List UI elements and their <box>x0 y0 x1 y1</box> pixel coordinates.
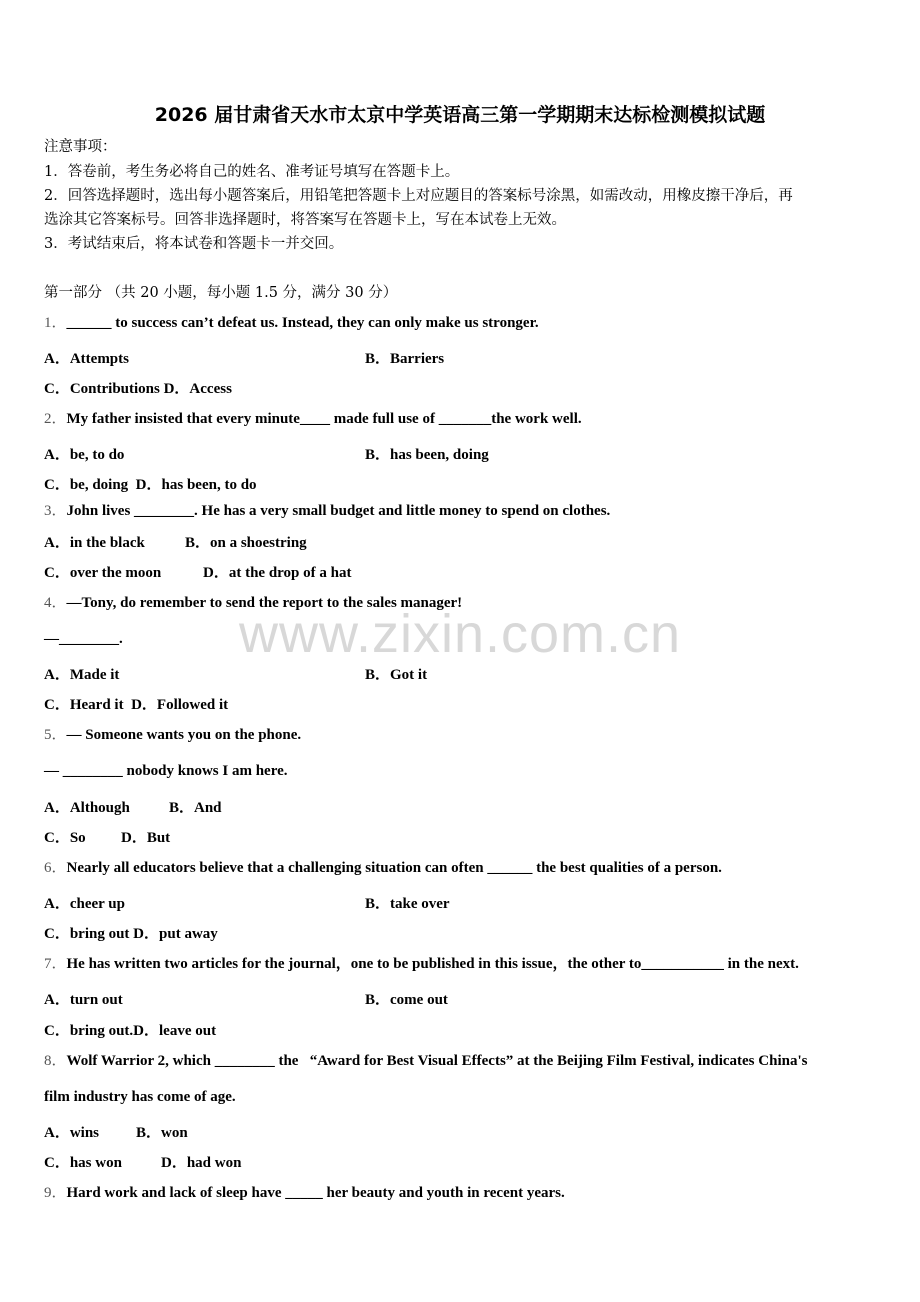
option-b: B．Got it <box>365 667 428 683</box>
question-5-reply: — ________ nobody knows I am here. <box>44 763 288 779</box>
option-a: A．be, to do <box>44 447 125 463</box>
question-5 <box>44 725 301 745</box>
question-9 <box>44 1183 565 1203</box>
question-1 <box>44 313 539 333</box>
question-4-reply: —________. <box>44 631 123 647</box>
watermark: www.zixin.com.cn <box>238 604 682 664</box>
option-c: C．over the moon <box>44 565 162 581</box>
question-number: 6． <box>44 860 67 876</box>
question-number: 4． <box>44 595 67 611</box>
question-6 <box>44 858 722 878</box>
option-a: A．Although <box>44 800 130 816</box>
options-c-d: C．Heard it D．Followed it <box>44 697 229 713</box>
options-c-d: C．bring out.D．leave out <box>44 1023 217 1039</box>
question-number: 1． <box>44 315 67 331</box>
option-b: B．on a shoestring <box>185 535 307 551</box>
option-c: C．has won <box>44 1155 122 1171</box>
option-b: B．Barriers <box>365 351 445 367</box>
question-8-continued: film industry has come of age. <box>44 1089 236 1105</box>
option-b: B．take over <box>365 896 450 912</box>
section-heading: 第一部分 （共 20 小题，每小题 1.5 分，满分 30 分） <box>44 285 398 301</box>
options-c-d: C．be, doing D．has been, to do <box>44 477 257 493</box>
question-number: 2． <box>44 411 67 427</box>
question-text: Wolf Warrior 2, which ________ the “Award for Best Visual Effects” at the Beijing Film Festival, indicates China's <box>66 1053 808 1069</box>
options-c-d: C．bring out D．put away <box>44 926 218 942</box>
option-b: B．won <box>136 1125 188 1141</box>
option-a: A．Made it <box>44 667 120 683</box>
question-text: —Tony, do remember to send the report to the sales manager! <box>66 595 463 611</box>
notes-heading: 注意事项： <box>44 139 117 155</box>
question-number: 9． <box>44 1185 67 1201</box>
option-a: A．turn out <box>44 992 123 1008</box>
question-text: Hard work and lack of sleep have _____ her beauty and youth in recent years. <box>66 1185 565 1201</box>
page-title: 2026 届甘肃省天水市太京中学英语高三第一学期期末达标检测模拟试题 <box>154 104 766 126</box>
option-a: A．Attempts <box>44 351 129 367</box>
option-a: A．wins <box>44 1125 100 1141</box>
question-number: 5． <box>44 727 67 743</box>
notes-line-3: 选涂其它答案标号。回答非选择题时，将答案写在答题卡上，写在本试卷上无效。 <box>44 212 566 228</box>
question-text: — Someone wants you on the phone. <box>66 727 302 743</box>
option-c: C．So <box>44 830 86 846</box>
option-d: D．But <box>121 830 171 846</box>
option-d: D．had won <box>161 1155 242 1171</box>
notes-line-1: 1．答卷前，考生务必将自己的姓名、准考证号填写在答题卡上。 <box>44 164 460 180</box>
question-8 <box>44 1051 807 1071</box>
question-text: My father insisted that every minute____ made full use of _______the work well. <box>66 411 582 427</box>
notes-line-2: 2．回答选择题时，选出每小题答案后，用铅笔把答题卡上对应题目的答案标号涂黑，如需改动，用橡皮擦干净后，再 <box>44 188 793 204</box>
option-a: A．in the black <box>44 535 145 551</box>
option-b: B．come out <box>365 992 448 1008</box>
options-c-d: C．Contributions D．Access <box>44 381 232 397</box>
option-b: B．has been, doing <box>365 447 489 463</box>
option-d: D．at the drop of a hat <box>203 565 352 581</box>
question-3 <box>44 501 610 521</box>
question-text: John lives ________. He has a very small budget and little money to spend on clothes. <box>66 503 611 519</box>
question-number: 7． <box>44 956 67 972</box>
question-number: 3． <box>44 503 67 519</box>
question-text: ______ to success can’t defeat us. Instead, they can only make us stronger. <box>66 315 539 331</box>
question-text: He has written two articles for the journal，one to be published in this issue，the other to___________ in the next. <box>66 956 799 972</box>
question-number: 8． <box>44 1053 67 1069</box>
question-7 <box>44 954 799 974</box>
notes-line-4: 3．考试结束后，将本试卷和答题卡一并交回。 <box>44 236 344 252</box>
question-text: Nearly all educators believe that a challenging situation can often ______ the best qualities of a person. <box>66 860 722 876</box>
option-a: A．cheer up <box>44 896 125 912</box>
question-2 <box>44 409 582 429</box>
option-b: B．And <box>169 800 222 816</box>
